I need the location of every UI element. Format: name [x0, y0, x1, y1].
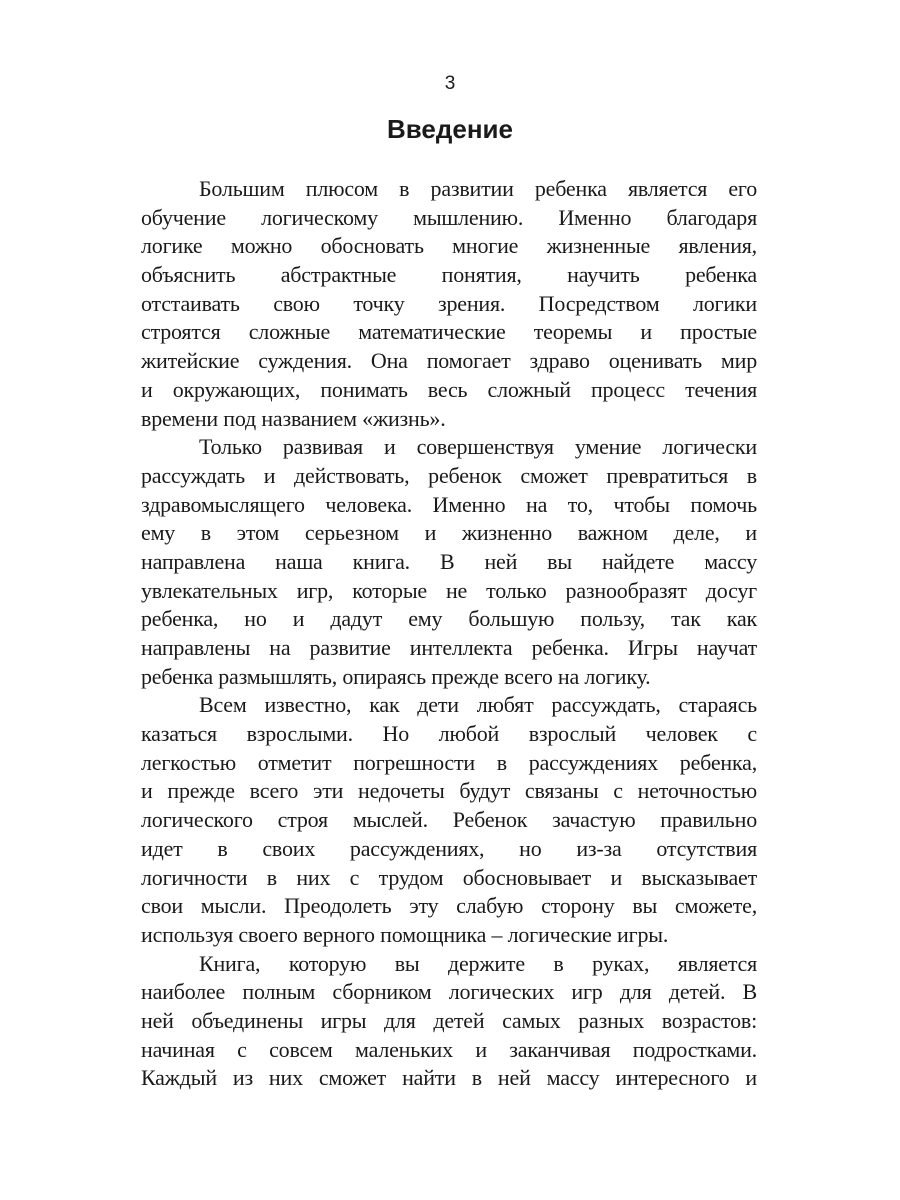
text-line: и прежде всего эти недочеты будут связаны с неточностью [141, 778, 757, 804]
text-line: Большим плюсом в развитии ребенка является его [199, 176, 757, 201]
text-line: направлены на развитие интеллекта ребенка. Игры научат [141, 635, 757, 660]
text-line: ребенка, но и дадут ему большую пользу, так как [141, 606, 757, 632]
paragraph [141, 175, 757, 433]
text-line: и окружающих, понимать весь сложный процесс течения [141, 376, 757, 402]
text-line: используя своего верного помощника – логические игры. [141, 921, 669, 947]
text-line: Книга, которую вы держите в руках, является [199, 950, 757, 976]
text-line: ему в этом серьезном и жизненно важном деле, и [141, 520, 757, 546]
text-line: рассуждать и действовать, ребенок сможет превратиться в [141, 462, 757, 488]
text-line: свои мысли. Преодолеть эту слабую сторону вы сможете, [141, 893, 757, 919]
text-line: логического строя мыслей. Ребенок зачастую правильно [141, 807, 757, 833]
page-title: Введение [387, 114, 513, 144]
text-line: начиная с совсем маленьких и заканчивая подростками. [141, 1036, 757, 1062]
text-line: строятся сложные математические теоремы и простые [141, 319, 757, 345]
text-line: ней объединены игры для детей самых разных возрастов: [141, 1007, 757, 1033]
text-line: логике можно обосновать многие жизненные явления, [141, 233, 757, 259]
text-line: легкостью отметит погрешности в рассуждениях ребенка, [141, 749, 757, 775]
text-line: наиболее полным сборником логических игр для детей. В [141, 979, 757, 1005]
paragraph [141, 433, 757, 691]
body-text [141, 175, 757, 1093]
text-line: Только развивая и совершенствуя умение логически [199, 434, 757, 460]
text-line: направлена наша книга. В ней вы найдете массу [141, 548, 757, 574]
text-line: Каждый из них сможет найти в ней массу интересного и [141, 1065, 757, 1091]
text-line: здравомыслящего человека. Именно на то, чтобы помочь [141, 491, 757, 517]
text-line: житейские суждения. Она помогает здраво оценивать мир [141, 348, 757, 374]
text-line: ребенка размышлять, опираясь прежде всего на логику. [141, 663, 651, 689]
text-line: времени под названием «жизнь». [141, 405, 446, 431]
text-line: казаться взрослыми. Но любой взрослый человек с [141, 721, 757, 747]
page-number: 3 [444, 73, 456, 94]
text-line: обучение логическому мышлению. Именно благодаря [141, 204, 757, 230]
text-line: логичности в них с трудом обосновывает и высказывает [141, 864, 757, 890]
text-line: отстаивать свою точку зрения. Посредством логики [141, 290, 757, 316]
text-line: идет в своих рассуждениях, но из-за отсутствия [141, 835, 757, 861]
paragraph [141, 691, 757, 949]
text-line: объяснить абстрактные понятия, научить ребенка [141, 262, 757, 288]
text-line: Всем известно, как дети любят рассуждать, стараясь [199, 692, 757, 718]
text-line: увлекательных игр, которые не только разнообразят досуг [141, 577, 757, 603]
paragraph [141, 950, 757, 1093]
